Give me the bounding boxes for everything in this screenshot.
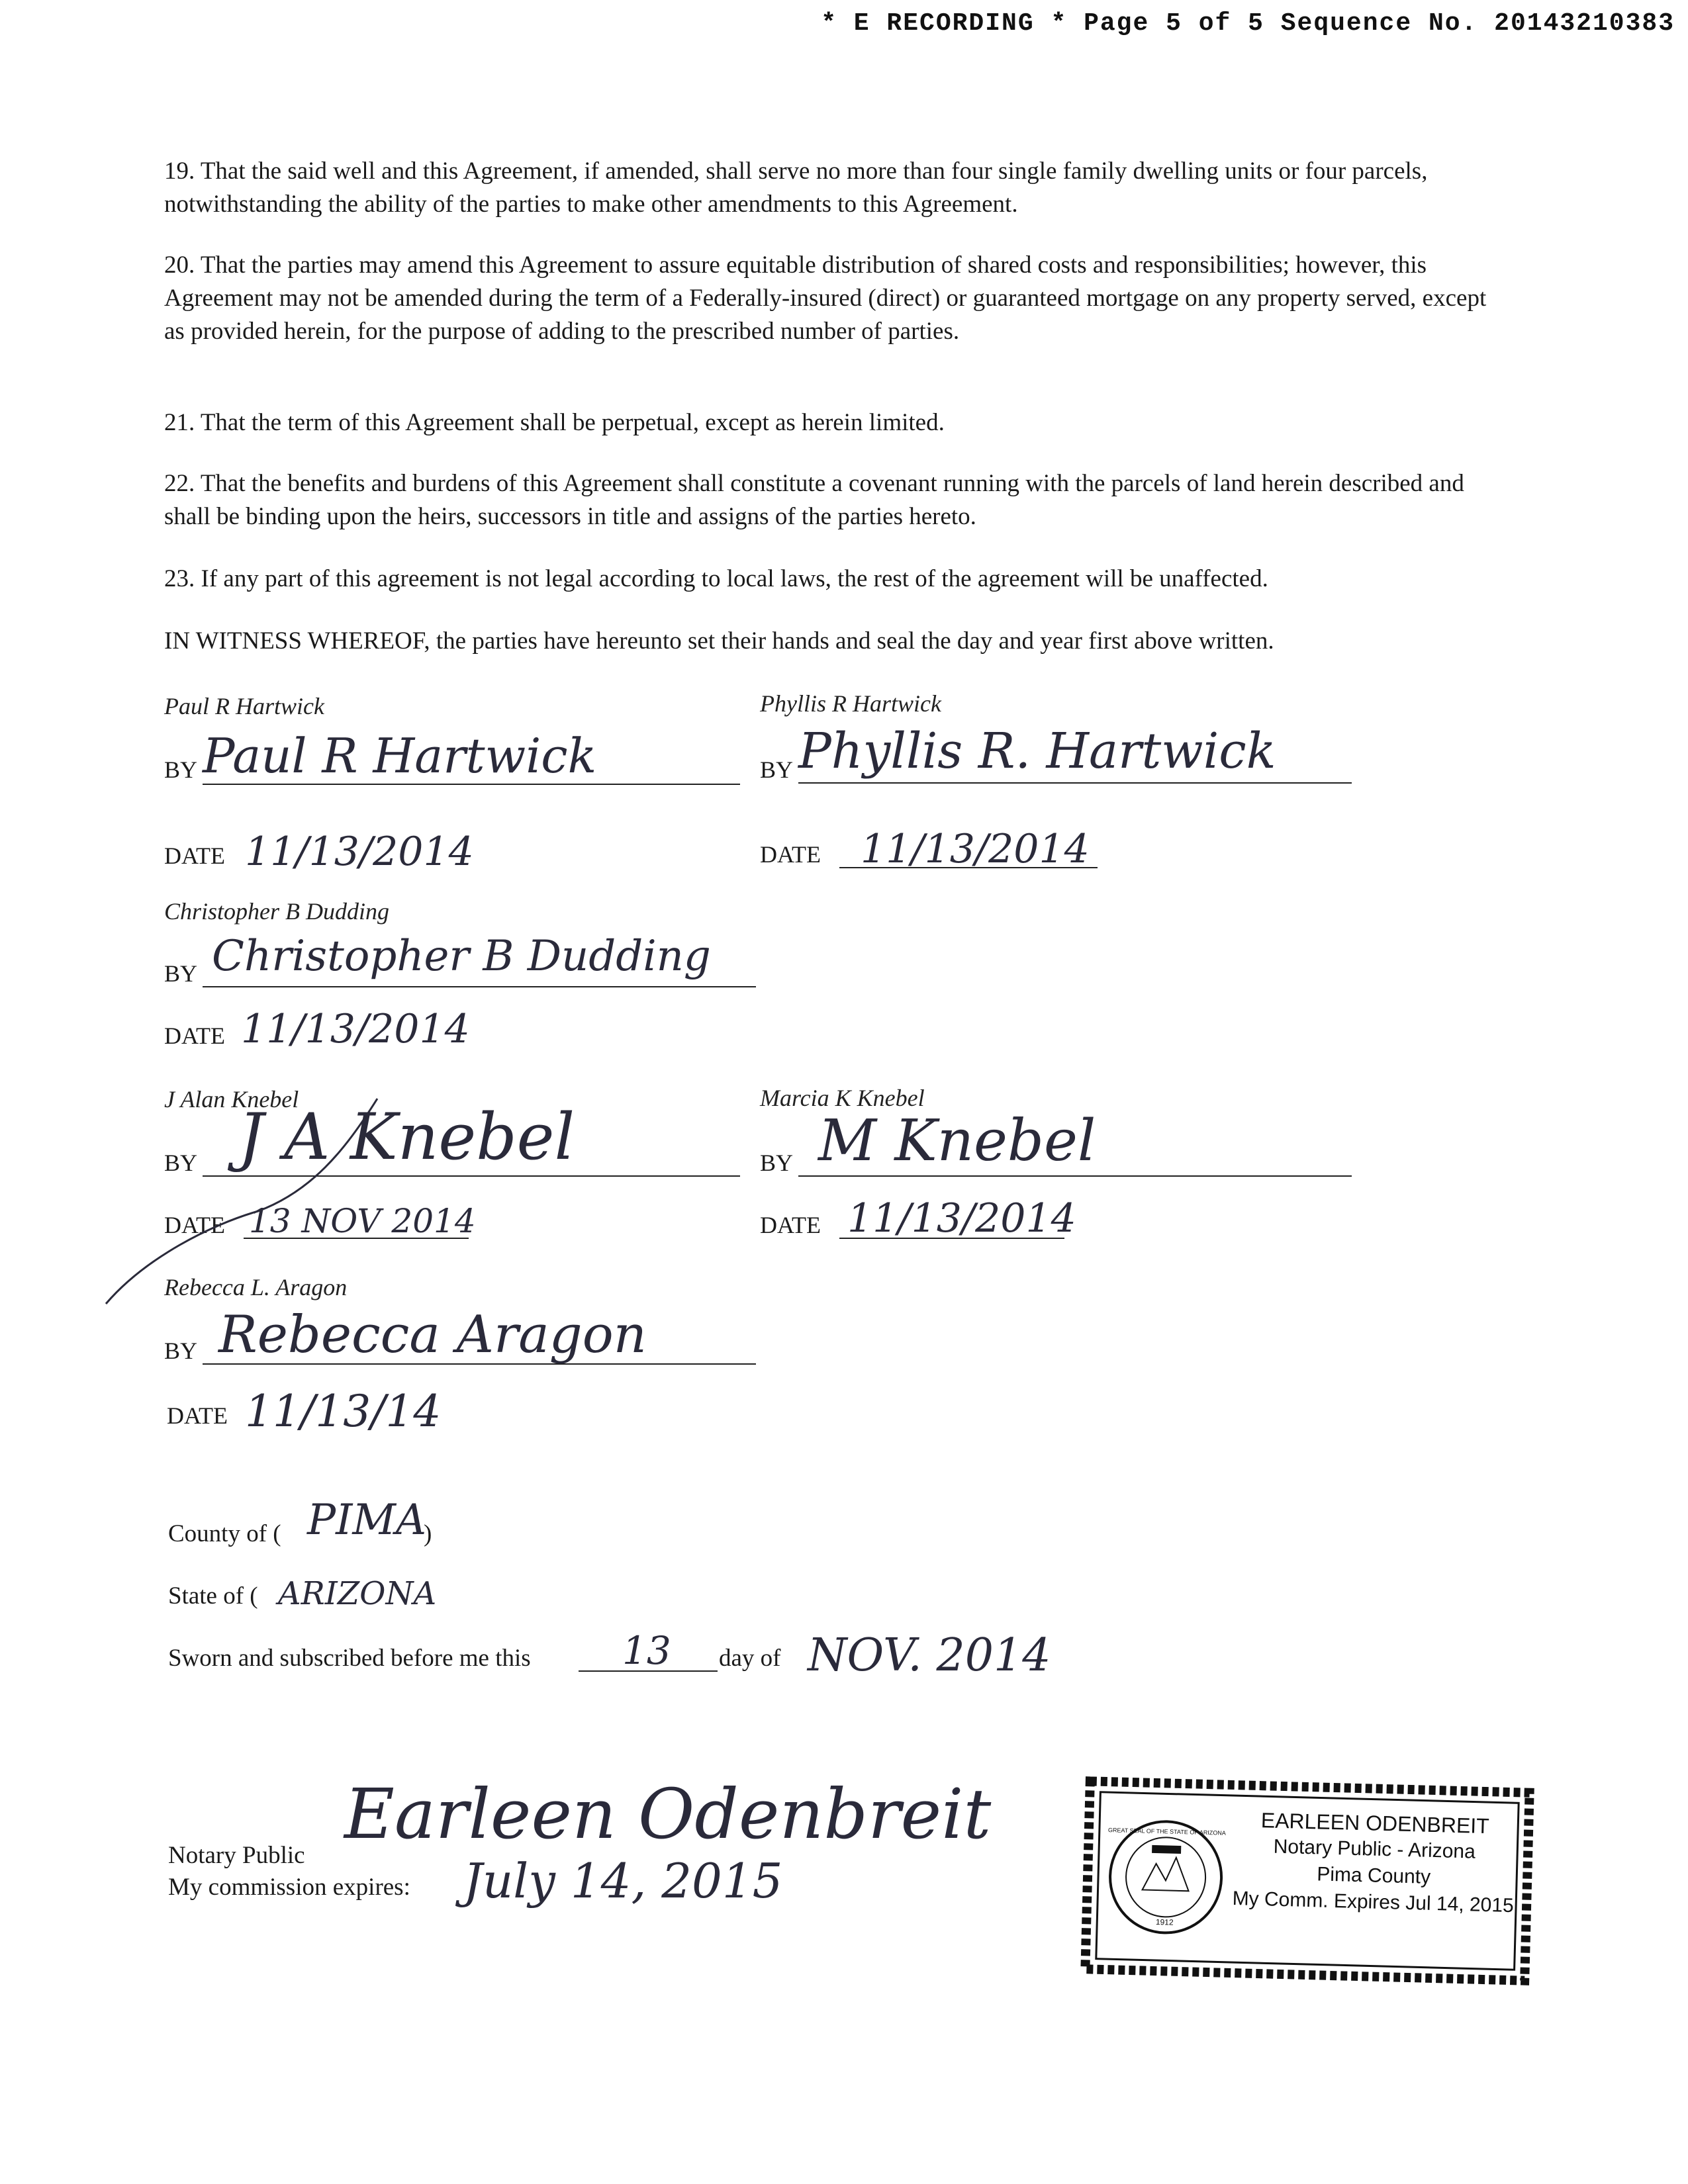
clause-19: 19. That the said well and this Agreement, if amended, shall serve no more than four single family dwelling units or four parcels, notwithstanding the ability of the parties to make other amendments to this Agreement. [164,158,1428,218]
date-label: DATE [164,1023,225,1049]
stamp-county: Pima County [1316,1863,1431,1888]
sworn-day-of: day of [719,1645,781,1672]
recording-header: * E RECORDING * Page 5 of 5 Sequence No. 20143210383 [821,9,1675,38]
signer-name-rebecca: Rebecca L. Aragon [164,1274,348,1300]
stamp-expires: My Comm. Expires Jul 14, 2015 [1232,1888,1515,1917]
date-label: DATE [760,841,821,868]
date-label: DATE [167,1402,228,1429]
notary-signature: Earleen Odenbreit [344,1774,992,1854]
state-label: State of ( [168,1582,258,1610]
date-label: DATE [760,1212,821,1238]
by-label: BY [164,756,198,783]
signer-name-phyllis: Phyllis R Hartwick [760,690,941,717]
witness-statement: IN WITNESS WHEREOF, the parties have hereunto set their hands and seal the day and year first above written. [164,627,1274,655]
signature-paul: Paul R Hartwick [203,728,597,784]
sworn-text: Sworn and subscribed before me this [168,1645,531,1672]
date-alan: 13 NOV 2014 [249,1202,476,1240]
date-rebecca: 11/13/14 [245,1386,442,1437]
sworn-day: 13 [622,1628,671,1673]
clause-20: 20. That the parties may amend this Agreement to assure equitable distribution of shared costs and responsibilities; however, this Agreement may not be amended during the term of a Federally-insured (direct) or guaranteed mortgage on any property served, except as provided herein, for the purpose of adding to the prescribed number of parties. [164,251,1487,345]
date-paul: 11/13/2014 [245,829,474,875]
notary-expiry: July 14, 2015 [463,1853,783,1909]
commission-label: My commission expires: [168,1874,410,1901]
signature-rebecca: Rebecca Aragon [218,1305,647,1365]
date-marcia: 11/13/2014 [847,1195,1076,1242]
signer-name-paul: Paul R Hartwick [164,693,324,719]
by-label: BY [760,756,794,783]
sworn-month: NOV. 2014 [808,1629,1051,1682]
signer-name-alan: J Alan Knebel [164,1086,299,1113]
date-christopher: 11/13/2014 [241,1006,470,1052]
date-label: DATE [164,842,225,869]
stamp-title: Notary Public - Arizona [1273,1835,1476,1863]
notary-stamp [1080,1776,1535,1986]
by-label: BY [164,960,198,987]
signature-line [798,782,1352,784]
signer-name-christopher: Christopher B Dudding [164,898,390,925]
signer-name-marcia: Marcia K Knebel [760,1085,925,1111]
by-label: BY [164,1338,198,1364]
seal-year: 1912 [1155,1917,1174,1927]
county-label: County of ( [168,1520,281,1547]
seal-ring-text: GREAT SEAL OF THE STATE OF ARIZONA [1107,1827,1226,1837]
by-label: BY [760,1150,794,1176]
date-label: DATE [164,1212,225,1238]
signature-alan: J A Knebel [238,1100,575,1174]
clause-21: 21. That the term of this Agreement shall be perpetual, except as herein limited. [164,409,945,436]
signature-christopher: Christopher B Dudding [212,932,711,981]
arizona-seal-icon [1105,1816,1227,1938]
pen-stroke [93,1072,688,1310]
date-phyllis: 11/13/2014 [861,826,1090,872]
signature-line [798,1175,1352,1177]
signature-marcia: M Knebel [818,1108,1096,1174]
by-label: BY [164,1150,198,1176]
signature-phyllis: Phyllis R. Hartwick [798,723,1276,780]
county-close: ) [424,1520,432,1547]
county-value: PIMA [307,1496,427,1545]
signature-line [203,784,740,785]
notary-public-label: Notary Public [168,1842,305,1869]
signature-line [203,986,756,987]
state-value: ARIZONA [278,1575,437,1612]
stamp-name: EARLEEN ODENBREIT [1260,1808,1490,1839]
clause-22: 22. That the benefits and burdens of this Agreement shall constitute a covenant running with the parcels of land herein described and shall be binding upon the heirs, successors in title and assigns of the parties hereto. [164,470,1464,530]
clause-23: 23. If any part of this agreement is not legal according to local laws, the rest of the agreement will be unaffected. [164,565,1268,592]
